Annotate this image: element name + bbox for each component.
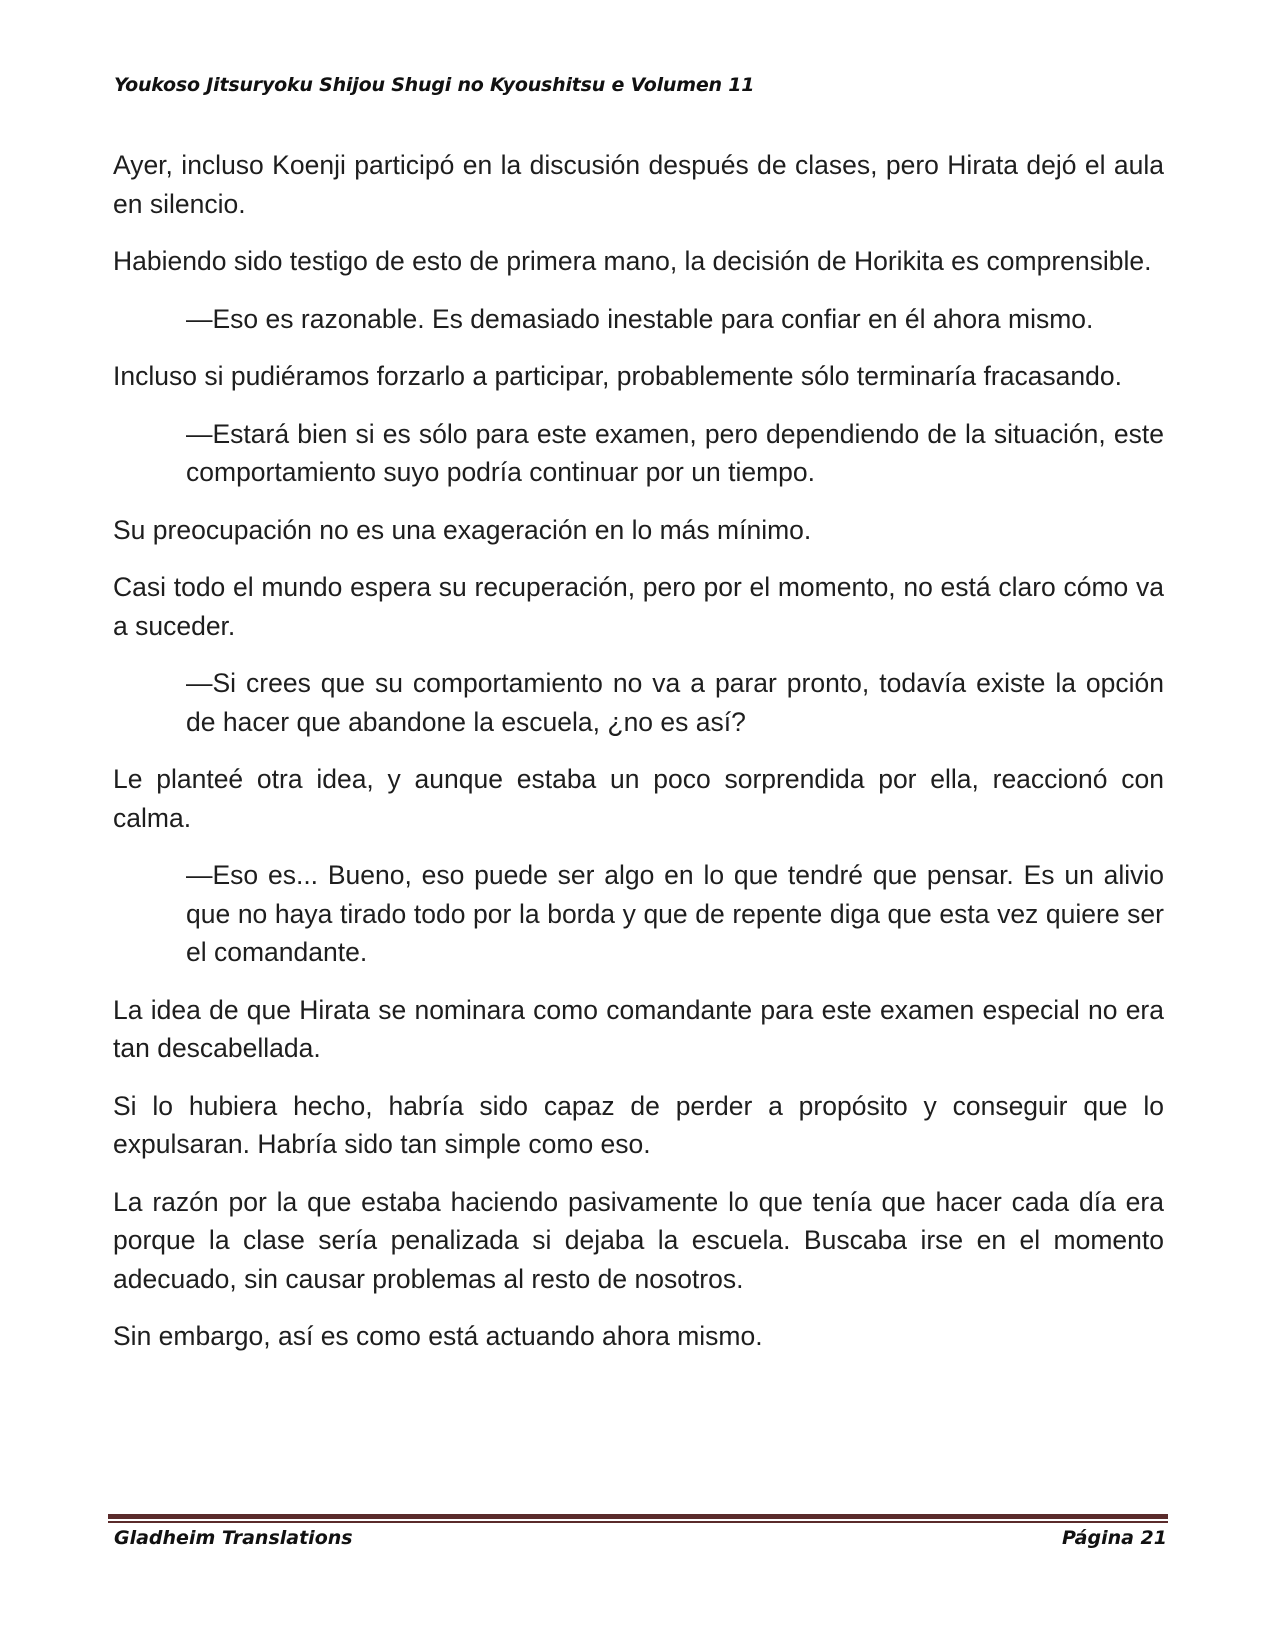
paragraph: Si lo hubiera hecho, habría sido capaz de perder a propósito y conseguir que lo expulsaran. Habría sido tan simple como eso. [113, 1090, 1164, 1159]
page-body [113, 146, 1164, 1375]
paragraph: Ayer, incluso Koenji participó en la discusión después de clases, pero Hirata dejó el aula en silencio. [113, 150, 1164, 219]
page-header-title: Youkoso Jitsuryoku Shijou Shugi no Kyoushitsu e Volumen 11 [114, 74, 755, 96]
footer-divider-thin [108, 1521, 1168, 1523]
paragraph: La razón por la que estaba haciendo pasivamente lo que tenía que hacer cada día era porque la clase sería penalizada si dejaba la escuela. Buscaba irse en el momento adecuado, sin causar problemas al resto de nosotros. [113, 1186, 1164, 1294]
paragraph: Casi todo el mundo espera su recuperación, pero por el momento, no está claro cómo va a suceder. [113, 572, 1164, 641]
footer-page-number: Página 21 [1061, 1527, 1167, 1549]
footer-translator: Gladheim Translations [114, 1527, 353, 1549]
footer-divider-thick [108, 1514, 1168, 1519]
dialog-paragraph: —Eso es... Bueno, eso puede ser algo en lo que tendré que pensar. Es un alivio que no haya tirado todo por la borda y que de repente diga que esta vez quiere ser el comandante. [186, 860, 1164, 967]
paragraph: La idea de que Hirata se nominara como comandante para este examen especial no era tan descabellada. [113, 994, 1164, 1063]
dialog-paragraph: —Eso es razonable. Es demasiado inestable para confiar en él ahora mismo. [186, 303, 1094, 334]
paragraph: Habiendo sido testigo de esto de primera mano, la decisión de Horikita es comprensible. [113, 246, 1152, 276]
paragraph: Su preocupación no es una exageración en lo más mínimo. [113, 514, 812, 545]
paragraph: Incluso si pudiéramos forzarlo a participar, probablemente sólo terminaría fracasando. [113, 361, 1122, 391]
dialog-paragraph: —Estará bien si es sólo para este examen, pero dependiendo de la situación, este comportamiento suyo podría continuar por un tiempo. [186, 418, 1164, 487]
paragraph: Sin embargo, así es como está actuando ahora mismo. [113, 1321, 763, 1351]
paragraph: Le planteé otra idea, y aunque estaba un poco sorprendida por ella, reaccionó con calma. [113, 764, 1164, 833]
dialog-paragraph: —Si crees que su comportamiento no va a parar pronto, todavía existe la opción de hacer que abandone la escuela, ¿no es así? [186, 668, 1164, 737]
